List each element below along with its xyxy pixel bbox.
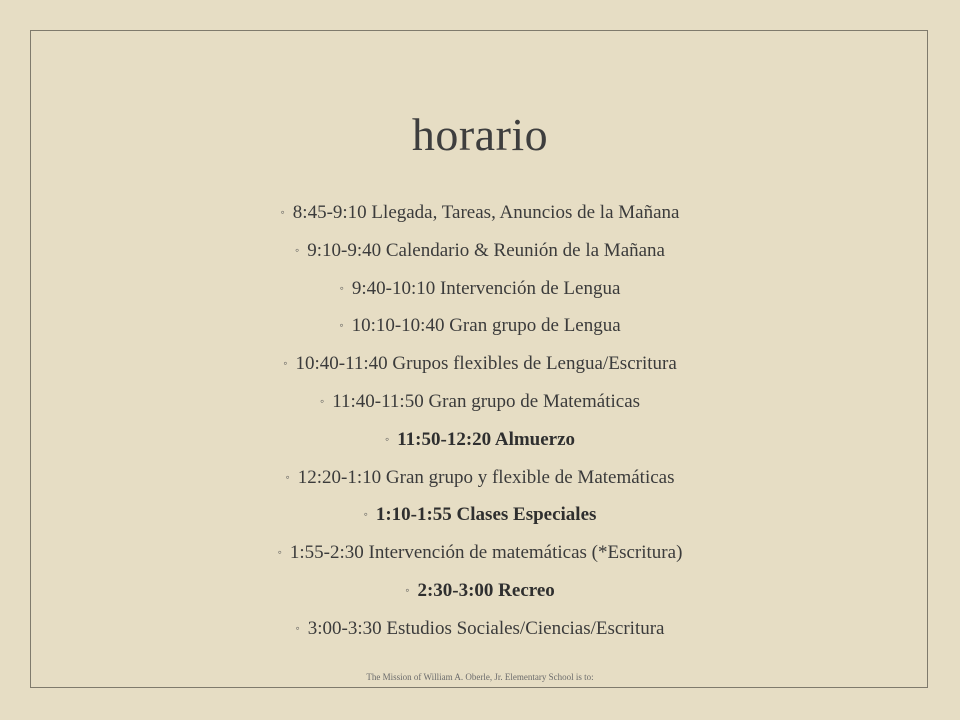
schedule-item-text: 8:45-9:10 Llegada, Tareas, Anuncios de la Mañana bbox=[292, 202, 680, 223]
schedule-item bbox=[0, 270, 960, 308]
schedule-item-text: 11:50-12:20 Almuerzo bbox=[397, 428, 576, 450]
schedule-item bbox=[0, 345, 960, 383]
bullet-icon: ◦ bbox=[294, 242, 300, 257]
schedule-item bbox=[0, 421, 960, 459]
bullet-icon: ◦ bbox=[283, 356, 288, 371]
schedule-item-text: 11:40-11:50 Gran grupo de Matemáticas bbox=[332, 390, 641, 412]
bullet-icon: ◦ bbox=[339, 280, 344, 295]
schedule-item bbox=[0, 572, 960, 610]
schedule-item-text: 10:40-11:40 Grupos flexibles de Lengua/Escritura bbox=[295, 353, 677, 375]
schedule-item-text: 10:10-10:40 Gran grupo de Lengua bbox=[351, 315, 621, 337]
bullet-icon: ◦ bbox=[280, 205, 285, 219]
schedule-item-text: 3:00-3:30 Estudios Sociales/Ciencias/Escritura bbox=[307, 617, 665, 639]
schedule-item bbox=[0, 307, 960, 345]
schedule-item-text: 2:30-3:00 Recreo bbox=[417, 579, 555, 601]
schedule-item bbox=[0, 383, 960, 421]
schedule-item bbox=[0, 496, 960, 534]
schedule-item-text: 12:20-1:10 Gran grupo y flexible de Matemáticas bbox=[297, 466, 675, 488]
schedule-item-text: 1:10-1:55 Clases Especiales bbox=[375, 504, 597, 526]
schedule-item-text: 1:55-2:30 Intervención de matemáticas (*Escritura) bbox=[289, 542, 683, 564]
mission-footer: The Mission of William A. Oberle, Jr. Elementary School is to: bbox=[366, 672, 594, 682]
bullet-icon: ◦ bbox=[339, 318, 344, 333]
schedule-item bbox=[0, 232, 960, 270]
slide-title: horario bbox=[411, 109, 549, 160]
schedule-item-text: 9:10-9:40 Calendario & Reunión de la Mañana bbox=[307, 239, 665, 261]
schedule-item-text: 9:40-10:10 Intervención de Lengua bbox=[351, 277, 621, 299]
schedule-item bbox=[0, 534, 960, 572]
schedule-list bbox=[0, 194, 960, 648]
bullet-icon: ◦ bbox=[277, 545, 282, 560]
bullet-icon: ◦ bbox=[319, 393, 325, 408]
bullet-icon: ◦ bbox=[295, 620, 300, 635]
schedule-item bbox=[0, 194, 960, 232]
schedule-item bbox=[0, 459, 960, 497]
schedule-item bbox=[0, 610, 960, 648]
bullet-icon: ◦ bbox=[384, 431, 390, 446]
bullet-icon: ◦ bbox=[363, 507, 368, 522]
bullet-icon: ◦ bbox=[285, 469, 290, 484]
bullet-icon: ◦ bbox=[405, 582, 410, 597]
